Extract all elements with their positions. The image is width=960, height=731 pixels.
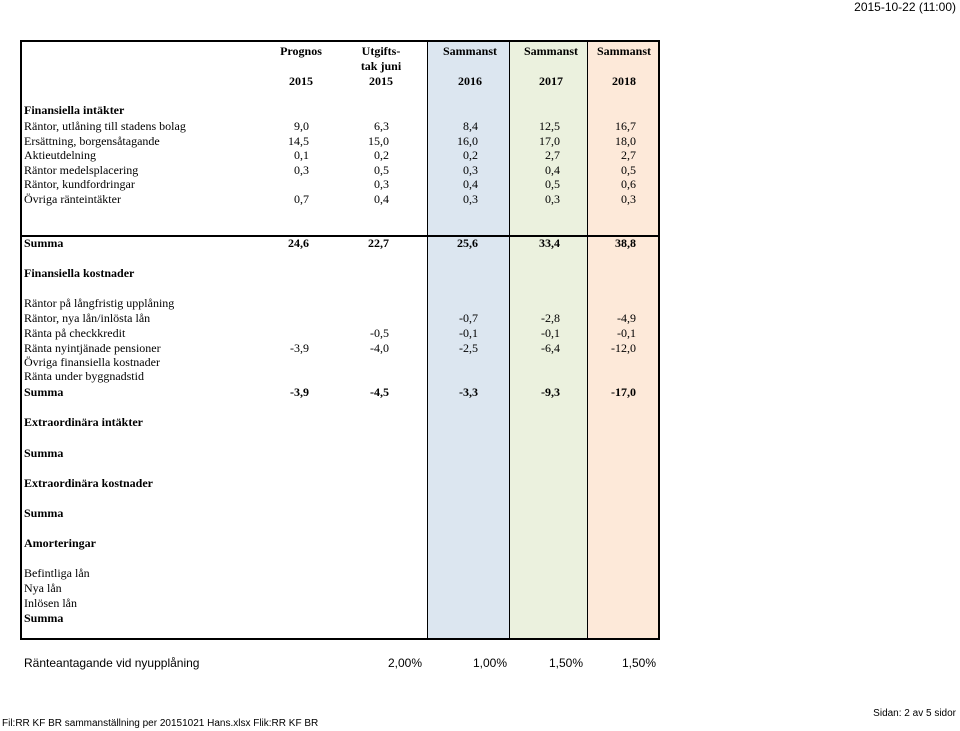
row-value-col5: 2,7 <box>621 148 636 162</box>
row-value-col4: 0,4 <box>545 163 560 177</box>
row-label: Extraordinära kostnader <box>24 476 153 490</box>
row-value-col2: 0,5 <box>374 163 389 177</box>
row-value-col5: -12,0 <box>611 341 636 355</box>
row-label: Amorteringar <box>24 536 96 550</box>
rate-value-col2: 2,00% <box>387 656 422 670</box>
row-value-col4: -0,1 <box>541 326 560 340</box>
row-label: Räntor, utlåning till stadens bolag <box>24 119 186 133</box>
row-label: Extraordinära intäkter <box>24 415 143 429</box>
row-value-col1: 0,1 <box>294 148 309 162</box>
row-value-col2: -0,5 <box>370 326 389 340</box>
column-header-2-line2: tak juni <box>360 59 402 73</box>
row-label: Summa <box>24 236 64 250</box>
row-label: Summa <box>24 446 64 460</box>
row-value-col5: 16,7 <box>615 119 636 133</box>
row-value-col5: 38,8 <box>615 236 636 250</box>
row-value-col2: 0,2 <box>374 148 389 162</box>
row-value-col4: 17,0 <box>539 134 560 148</box>
row-value-col2: -4,5 <box>370 385 389 399</box>
row-label: Finansiella intäkter <box>24 103 125 117</box>
row-value-col5: 18,0 <box>615 134 636 148</box>
row-label: Räntor medelsplacering <box>24 163 139 177</box>
row-value-col3: 0,3 <box>463 192 478 206</box>
rate-value-col5: 1,50% <box>621 656 656 670</box>
row-value-col4: -6,4 <box>541 341 560 355</box>
row-label: Ränta nyintjänade pensioner <box>24 341 161 355</box>
row-label: Ränta på checkkredit <box>24 326 126 340</box>
column-header-4-line3: 2017 <box>539 74 563 88</box>
row-value-col3: 8,4 <box>463 119 478 133</box>
row-value-col1: -3,9 <box>290 341 309 355</box>
row-value-col3: 25,6 <box>457 236 478 250</box>
column-header-2-line1: Utgifts- <box>361 44 401 58</box>
row-value-col1: 14,5 <box>288 134 309 148</box>
row-value-col4: 33,4 <box>539 236 560 250</box>
row-label: Övriga ränteintäkter <box>24 192 121 206</box>
row-value-col2: 6,3 <box>374 119 389 133</box>
column-header-4-line1: Sammanst <box>523 44 578 58</box>
row-value-col3: -2,5 <box>459 341 478 355</box>
row-value-col3: 0,2 <box>463 148 478 162</box>
row-value-col5: 0,5 <box>621 163 636 177</box>
footer-page-number: Sidan: 2 av 5 sidor <box>873 708 956 719</box>
rate-assumption-label: Ränteantagande vid nyupplåning <box>24 656 200 670</box>
row-label: Befintliga lån <box>24 566 90 580</box>
column-header-1-line3: 2015 <box>289 74 313 88</box>
row-value-col2: -4,0 <box>370 341 389 355</box>
row-label: Ränta under byggnadstid <box>24 369 144 383</box>
column-header-5-line1: Sammanst <box>596 44 651 58</box>
row-value-col3: -3,3 <box>459 385 478 399</box>
row-value-col5: -0,1 <box>617 326 636 340</box>
row-value-col4: 2,7 <box>545 148 560 162</box>
row-label: Summa <box>24 385 64 399</box>
row-label: Övriga finansiella kostnader <box>24 355 160 369</box>
row-value-col4: 0,3 <box>545 192 560 206</box>
row-value-col2: 15,0 <box>368 134 389 148</box>
row-label: Inlösen lån <box>24 596 77 610</box>
row-value-col4: -9,3 <box>541 385 560 399</box>
row-label: Räntor på långfristig upplåning <box>24 296 175 310</box>
row-label: Finansiella kostnader <box>24 266 135 280</box>
row-value-col1: 24,6 <box>288 236 309 250</box>
row-value-col1: 0,3 <box>294 163 309 177</box>
row-value-col5: -17,0 <box>611 385 636 399</box>
row-value-col2: 0,4 <box>374 192 389 206</box>
row-value-col3: 0,3 <box>463 163 478 177</box>
row-value-col5: 0,3 <box>621 192 636 206</box>
rate-value-col4: 1,50% <box>548 656 583 670</box>
row-value-col1: 9,0 <box>294 119 309 133</box>
row-value-col2: 22,7 <box>368 236 389 250</box>
rate-value-col3: 1,00% <box>472 656 507 670</box>
row-label: Räntor, nya lån/inlösta lån <box>24 311 151 325</box>
print-timestamp: 2015-10-22 (11:00) <box>854 0 956 14</box>
row-label: Summa <box>24 611 64 625</box>
column-header-2-line3: 2015 <box>369 74 393 88</box>
row-value-col3: -0,7 <box>459 311 478 325</box>
row-value-col4: -2,8 <box>541 311 560 325</box>
row-value-col2: 0,3 <box>374 177 389 191</box>
row-value-col1: -3,9 <box>290 385 309 399</box>
column-header-5-line3: 2018 <box>612 74 636 88</box>
row-value-col3: 16,0 <box>457 134 478 148</box>
row-value-col4: 0,5 <box>545 177 560 191</box>
column-header-3-line1: Sammanst <box>442 44 497 58</box>
footer-file-path: Fil:RR KF BR sammanställning per 20151021 Hans.xlsx Flik:RR KF BR <box>2 718 319 729</box>
row-value-col5: 0,6 <box>621 177 636 191</box>
row-label: Räntor, kundfordringar <box>24 177 135 191</box>
column-header-3-line3: 2016 <box>458 74 482 88</box>
row-label: Ersättning, borgensåtagande <box>24 134 160 148</box>
row-value-col3: -0,1 <box>459 326 478 340</box>
row-label: Nya lån <box>24 581 62 595</box>
row-value-col5: -4,9 <box>617 311 636 325</box>
row-value-col1: 0,7 <box>294 192 309 206</box>
row-label: Summa <box>24 506 64 520</box>
row-value-col3: 0,4 <box>463 177 478 191</box>
row-value-col4: 12,5 <box>539 119 560 133</box>
row-label: Aktieutdelning <box>24 148 96 162</box>
column-header-1-line1: Prognos <box>280 44 322 58</box>
